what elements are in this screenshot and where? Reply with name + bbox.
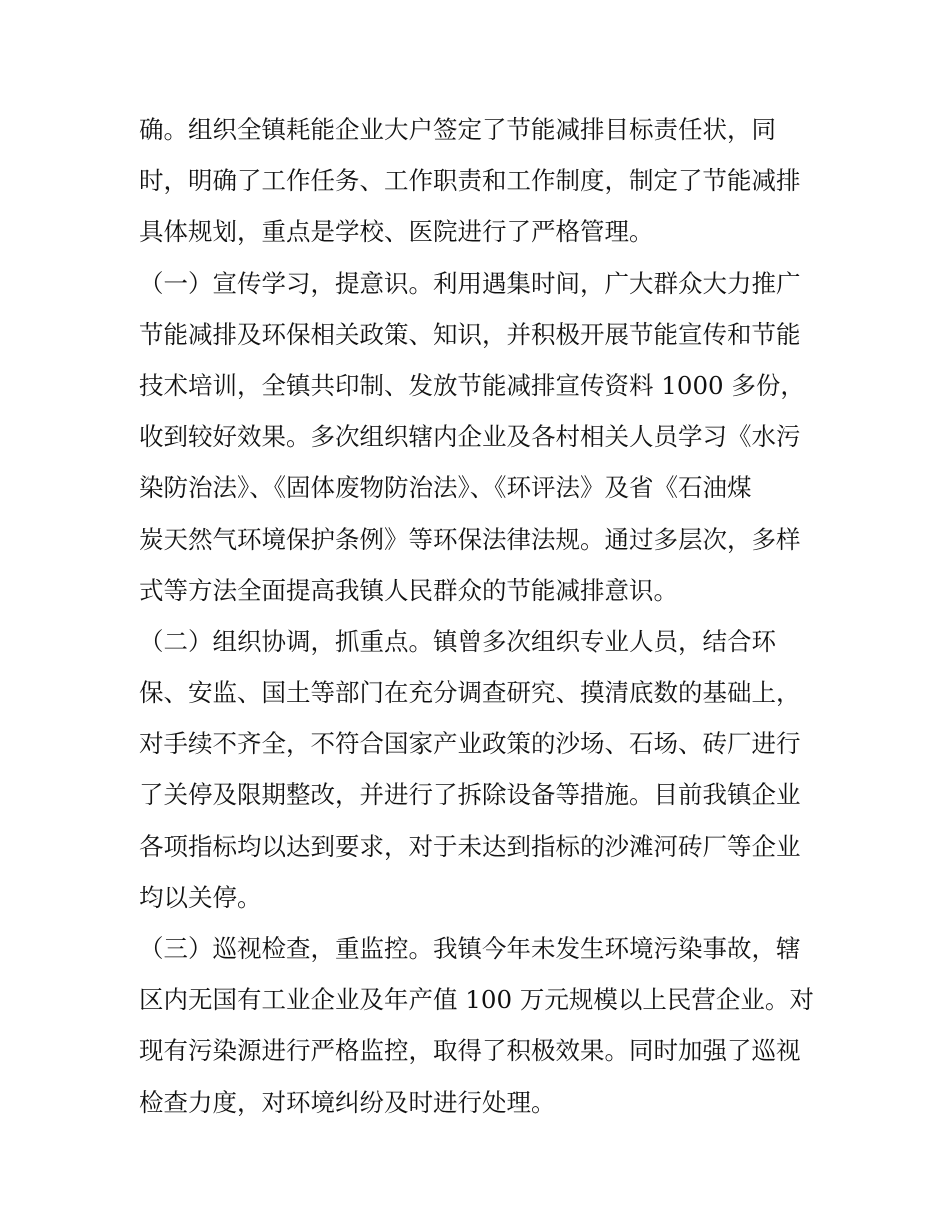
text-line-9: 炭天然气环境保护条例》等环保法律法规。通过多层次，多样 [139, 524, 801, 554]
text-line-18: 区内无国有工业企业及年产值 100 万元规模以上民营企业。对 [139, 985, 814, 1015]
text-line-13: 对手续不齐全，不符合国家产业政策的沙场、石场、砖厂进行 [139, 729, 801, 759]
text-line-6: 技术培训，全镇共印制、发放节能减排宣传资料 1000 多份， [139, 370, 805, 400]
text-line-2: 时，明确了工作任务、工作职责和工作制度，制定了节能减排 [139, 166, 801, 196]
text-line-14: 了关停及限期整改，并进行了拆除设备等措施。目前我镇企业 [139, 780, 801, 810]
text-line-1: 确。组织全镇耗能企业大户签定了节能减排目标责任状，同 [139, 115, 776, 144]
text-line-20: 检查力度，对环境纠纷及时进行处理。 [139, 1087, 556, 1117]
text-line-7: 收到较好效果。多次组织辖内企业及各村相关人员学习《水污 [139, 422, 801, 452]
text-line-5: 节能减排及环保相关政策、知识，并积极开展节能宣传和节能 [139, 319, 801, 349]
text-line-8: 染防治法》、《固体废物防治法》、《环评法》及省《石油煤 [139, 473, 752, 503]
section-2-heading-line: （二）组织协调，抓重点。镇曾多次组织专业人员，结合环 [139, 626, 776, 656]
text-line-3: 具体规划，重点是学校、医院进行了严格管理。 [139, 217, 654, 247]
text-line-15: 各项指标均以达到要求，对于未达到指标的沙滩河砖厂等企业 [139, 831, 801, 861]
section-1-heading-line: （一）宣传学习，提意识。利用遇集时间，广大群众大力推广 [139, 268, 801, 298]
text-line-10: 式等方法全面提高我镇人民群众的节能减排意识。 [139, 575, 678, 605]
text-line-16: 均以关停。 [139, 882, 262, 912]
section-3-heading-line: （三）巡视检查，重监控。我镇今年未发生环境污染事故，辖 [139, 934, 801, 963]
text-line-19: 现有污染源进行严格监控，取得了积极效果。同时加强了巡视 [139, 1036, 801, 1066]
text-line-12: 保、安监、国土等部门在充分调查研究、摸清底数的基础上， [139, 678, 801, 708]
document-body [139, 110, 819, 1134]
